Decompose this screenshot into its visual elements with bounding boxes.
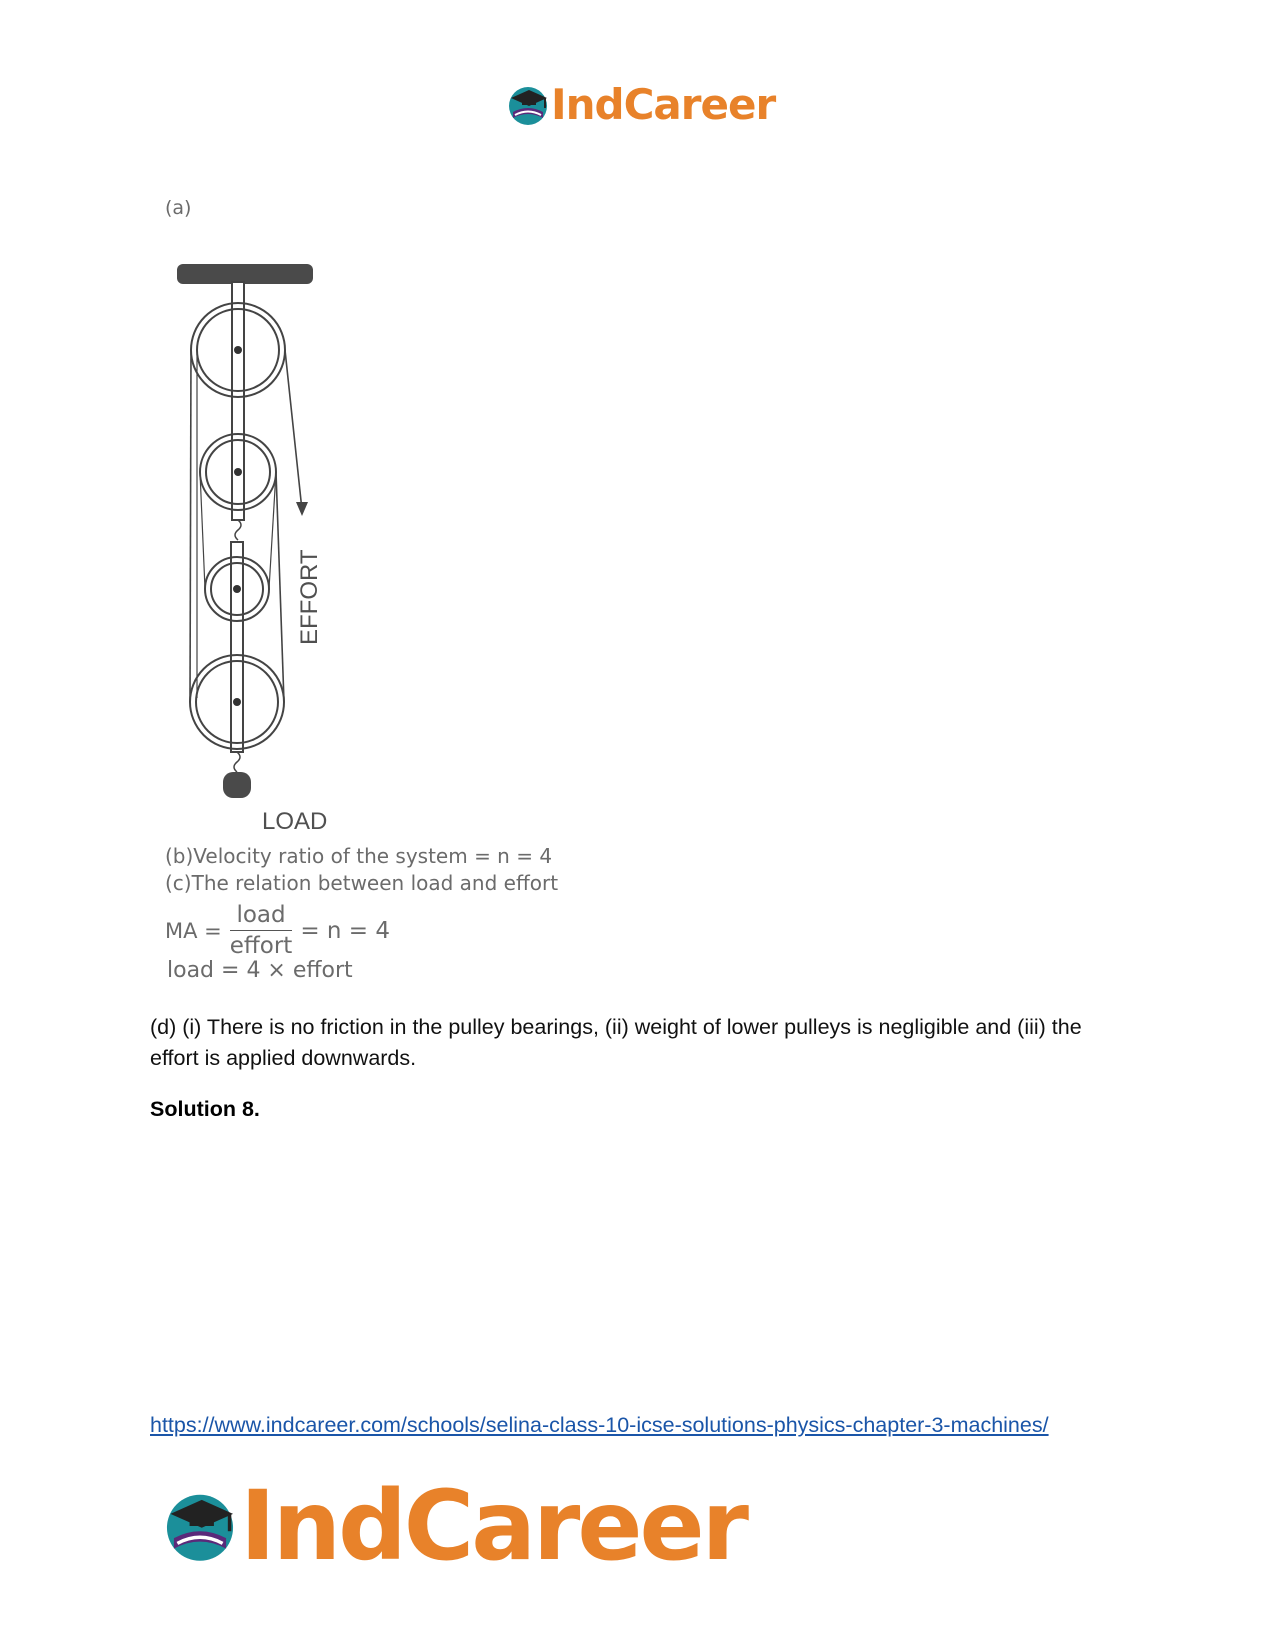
- solution-heading: Solution 8.: [150, 1097, 260, 1121]
- effort-rope: [285, 350, 302, 510]
- load-label: LOAD: [262, 808, 328, 835]
- block-and-tackle-diagram: [175, 262, 335, 822]
- load-weight: [223, 772, 251, 798]
- header-logo-text: IndCareer: [551, 80, 776, 129]
- lower-block-frame: [231, 542, 243, 752]
- header-logo: [505, 80, 775, 129]
- graduation-cap-icon: [505, 82, 551, 128]
- mechanical-advantage-equation: [165, 902, 390, 959]
- ma-suffix: = n = 4: [300, 917, 390, 944]
- ma-prefix: MA =: [165, 918, 222, 943]
- upper-block-frame: [232, 282, 244, 520]
- rope-right-outer: [276, 472, 284, 702]
- load-hook: [234, 752, 240, 772]
- answer-c: (c)The relation between load and effort: [165, 871, 559, 895]
- graduation-cap-icon: [160, 1486, 240, 1566]
- load-relation: load = 4 × effort: [167, 958, 353, 983]
- answer-d: (d) (i) There is no friction in the pulley bearings, (ii) weight of lower pulleys is negligible and (iii) the effort is applied downwards.: [150, 1015, 1082, 1070]
- ma-denominator: effort: [229, 933, 293, 959]
- source-link[interactable]: https://www.indcareer.com/schools/selina-class-10-icse-solutions-physics-chapter-3-machines/: [150, 1413, 1049, 1437]
- effort-arrow-head: [296, 502, 308, 516]
- rope-left-outer: [190, 350, 191, 702]
- connector-hook: [235, 520, 241, 540]
- part-a-label: (a): [165, 197, 192, 219]
- ma-numerator: load: [230, 902, 291, 931]
- footer-logo-text: IndCareer: [240, 1470, 746, 1582]
- footer-logo: [160, 1470, 746, 1582]
- effort-label: EFFORT: [296, 549, 323, 645]
- ma-fraction: [230, 902, 293, 959]
- answer-b: (b)Velocity ratio of the system = n = 4: [165, 844, 553, 868]
